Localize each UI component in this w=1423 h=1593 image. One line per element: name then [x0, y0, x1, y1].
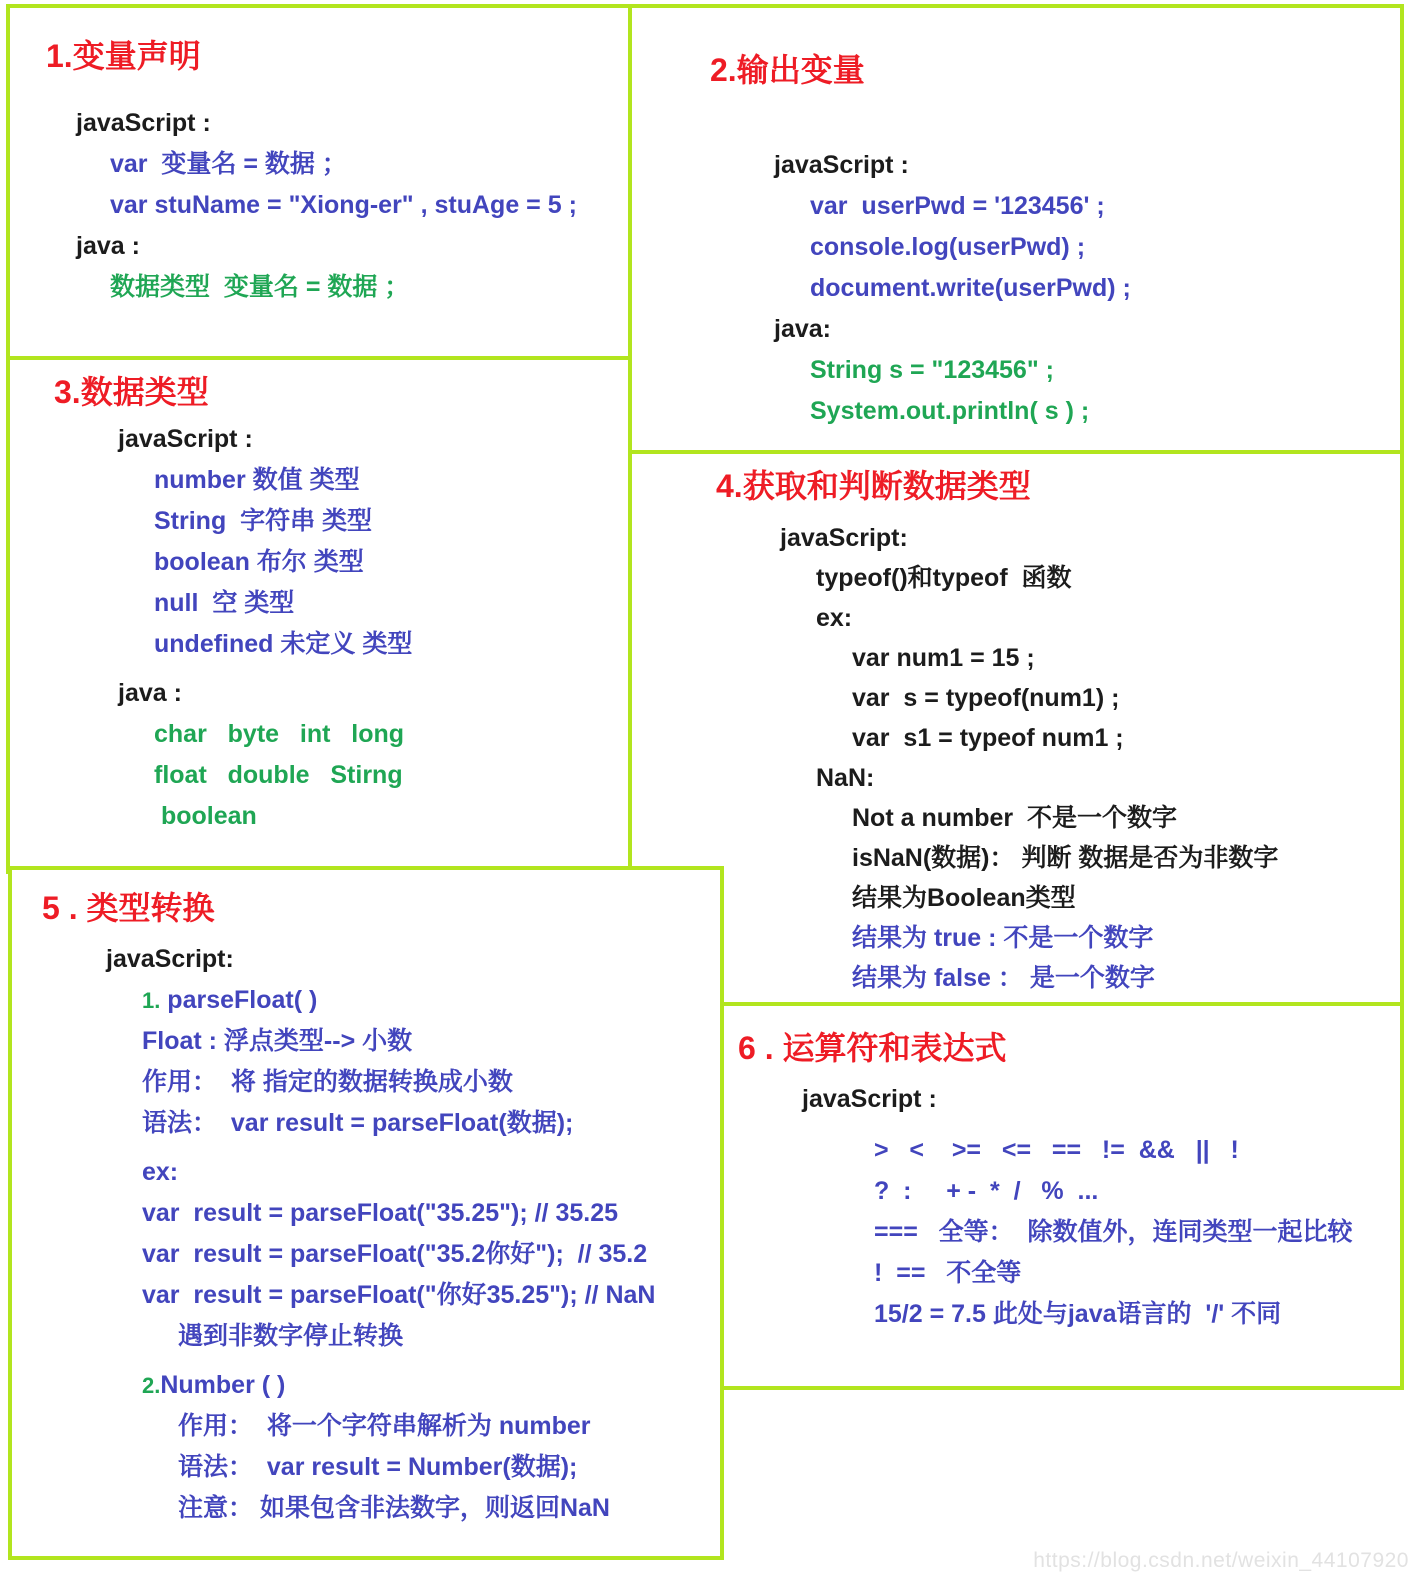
code-text: === 全等： 除数值外，连同类型一起比较	[874, 1217, 1353, 1246]
code-text: 作用： 将一个字符串解析为 number	[178, 1411, 591, 1440]
code-line	[810, 227, 1400, 268]
code-text: parseFloat( )	[160, 985, 318, 1014]
code-line	[142, 1152, 720, 1193]
code-text: String s = "123456" ;	[810, 355, 1054, 384]
section-data-types	[6, 356, 632, 874]
code-line	[810, 186, 1400, 227]
code-text: 语法： var result = parseFloat(数据);	[142, 1108, 574, 1137]
code-text: javaScript :	[774, 150, 909, 179]
section-title: 4.获取和判断数据类型	[716, 468, 1031, 504]
code-text: 15/2 = 7.5 此处与java语言的 '/' 不同	[874, 1299, 1282, 1328]
code-line	[142, 1103, 720, 1144]
code-line	[810, 350, 1400, 391]
code-text: java:	[774, 314, 831, 343]
code-line	[154, 714, 628, 755]
code-text: javaScript :	[76, 108, 211, 137]
section-output-variable	[628, 4, 1404, 454]
code-line	[154, 583, 628, 624]
code-text: > < >= <= == != && || !	[874, 1135, 1239, 1164]
code-line	[852, 638, 1400, 678]
code-text: var userPwd = '123456' ;	[810, 191, 1105, 220]
code-text: Float : 浮点类型--> 小数	[142, 1026, 413, 1055]
code-line	[178, 1447, 720, 1488]
code-line	[142, 1234, 720, 1275]
code-line	[76, 226, 628, 267]
code-line	[874, 1130, 1400, 1171]
code-text: javaScript :	[118, 424, 253, 453]
code-text: ex:	[816, 603, 853, 632]
code-text: 结果为 true : 不是一个数字	[852, 923, 1154, 952]
code-line	[178, 1406, 720, 1447]
code-text: char byte int long	[154, 719, 405, 748]
code-text: java :	[118, 678, 182, 707]
code-text: ex:	[142, 1157, 179, 1186]
code-line	[852, 838, 1400, 878]
section-content	[632, 518, 1400, 998]
code-line	[154, 755, 628, 796]
section-title: 2.输出变量	[710, 52, 865, 88]
code-line	[142, 980, 720, 1021]
code-text: number 数值 类型	[154, 465, 360, 494]
section-variable-declaration	[6, 4, 632, 360]
code-line	[118, 673, 628, 714]
code-text: Number ( )	[160, 1370, 286, 1399]
code-line	[774, 309, 1400, 350]
code-line	[154, 624, 628, 665]
code-text: String 字符串 类型	[154, 506, 373, 535]
section-content	[10, 419, 628, 837]
code-line	[178, 1316, 720, 1357]
code-text: var stuName = "Xiong-er" , stuAge = 5 ;	[110, 190, 577, 219]
code-line	[816, 598, 1400, 638]
code-line	[142, 1193, 720, 1234]
code-text: var 变量名 = 数据 ；	[110, 149, 347, 178]
code-line	[110, 267, 628, 308]
code-text: 结果为 false ： 是一个数字	[852, 963, 1155, 992]
code-line	[874, 1171, 1400, 1212]
code-line	[142, 1062, 720, 1103]
section-title: 1.变量声明	[46, 38, 201, 74]
code-line	[142, 1275, 720, 1316]
code-line	[874, 1253, 1400, 1294]
code-line	[110, 185, 628, 226]
code-text: document.write(userPwd) ;	[810, 273, 1131, 302]
code-text: boolean	[154, 801, 257, 830]
code-line	[178, 1488, 720, 1529]
code-line	[154, 501, 628, 542]
section-content	[12, 939, 720, 1529]
section-content	[10, 103, 628, 308]
code-text: var s = typeof(num1) ;	[852, 683, 1120, 712]
code-line	[810, 391, 1400, 432]
code-text: javaScript:	[106, 944, 234, 973]
code-text: javaScript:	[780, 523, 908, 552]
code-line	[76, 103, 628, 144]
section-title: 6 . 运算符和表达式	[738, 1030, 1007, 1066]
code-text: Not a number 不是一个数字	[852, 803, 1178, 832]
section-title: 3.数据类型	[54, 374, 209, 410]
code-line	[816, 558, 1400, 598]
code-text: javaScript :	[802, 1084, 937, 1113]
code-text: var num1 = 15 ;	[852, 643, 1035, 672]
code-line	[874, 1294, 1400, 1335]
code-line	[852, 718, 1400, 758]
code-line	[874, 1212, 1400, 1253]
code-text: 数据类型 变量名 = 数据 ；	[110, 272, 410, 301]
code-text: 结果为Boolean类型	[852, 883, 1076, 912]
code-line	[852, 798, 1400, 838]
section-type-conversion	[8, 866, 724, 1560]
section-content	[632, 145, 1400, 432]
code-line	[816, 758, 1400, 798]
code-text: ? : + - * / % ...	[874, 1176, 1099, 1205]
watermark: https://blog.csdn.net/weixin_44107920	[1033, 1549, 1409, 1572]
code-line	[142, 1365, 720, 1406]
code-text: float double Stirng	[154, 760, 403, 789]
section-content	[724, 1079, 1400, 1335]
section-operators-expressions	[720, 1002, 1404, 1390]
code-text: null 空 类型	[154, 588, 295, 617]
code-text: 语法： var result = Number(数据);	[178, 1452, 578, 1481]
code-text: boolean 布尔 类型	[154, 547, 364, 576]
code-line	[852, 878, 1400, 918]
code-text: System.out.println( s ) ;	[810, 396, 1090, 425]
code-line	[780, 518, 1400, 558]
code-line	[810, 268, 1400, 309]
code-text: java :	[76, 231, 140, 260]
code-text: 遇到非数字停止转换	[178, 1321, 404, 1350]
code-line	[852, 958, 1400, 998]
code-line	[802, 1079, 1400, 1120]
code-line	[106, 939, 720, 980]
code-text: isNaN(数据)： 判断 数据是否为非数字	[852, 843, 1279, 872]
code-text: 注意： 如果包含非法数字，则返回NaN	[178, 1493, 610, 1522]
code-line	[154, 542, 628, 583]
code-line	[142, 1021, 720, 1062]
code-line	[154, 460, 628, 501]
code-text: var result = parseFloat("你好35.25"); // NaN	[142, 1280, 656, 1309]
code-text: var s1 = typeof num1 ;	[852, 723, 1124, 752]
code-text: ! == 不全等	[874, 1258, 1022, 1287]
code-text: var result = parseFloat("35.25"); // 35.25	[142, 1198, 619, 1227]
section-title: 5 . 类型转换	[42, 890, 215, 926]
code-text: console.log(userPwd) ;	[810, 232, 1086, 261]
code-text: 作用： 将 指定的数据转换成小数	[142, 1067, 513, 1096]
code-line	[118, 419, 628, 460]
code-line	[110, 144, 628, 185]
code-line	[154, 796, 628, 837]
code-text: NaN:	[816, 763, 875, 792]
code-text: undefined 未定义 类型	[154, 629, 413, 658]
code-line	[774, 145, 1400, 186]
code-text: 1.	[142, 987, 161, 1013]
code-text: var result = parseFloat("35.2你好"); // 35.2	[142, 1239, 648, 1268]
code-text: typeof()和typeof 函数	[816, 563, 1072, 592]
code-line	[852, 678, 1400, 718]
code-line	[852, 918, 1400, 958]
code-text: 2.	[142, 1372, 161, 1398]
section-get-judge-data-type	[628, 450, 1404, 1008]
